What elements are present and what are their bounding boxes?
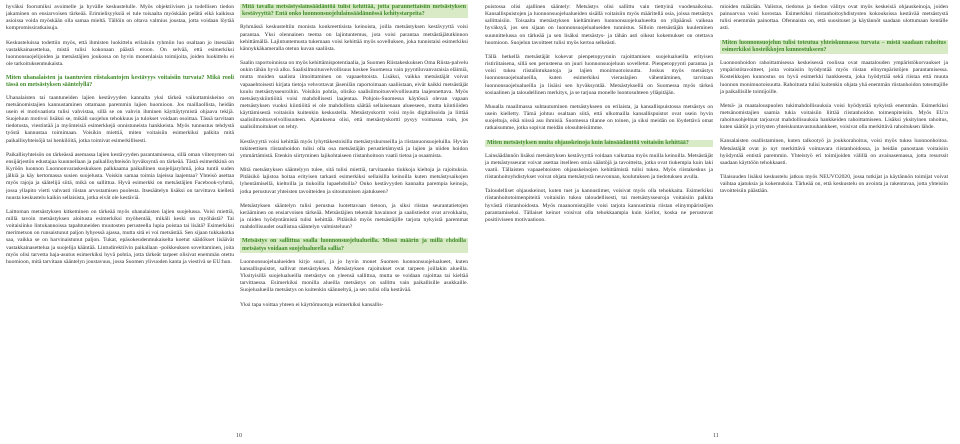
column-1 xyxy=(6,4,234,429)
paragraph: Yksi tapa voittaa yhteen ei käyttömuotoja esimerkiksi kansallis- xyxy=(240,301,384,308)
box-heading: Miten luonnonsuojelun tulisi toteutua yhteiskunnassa turvata – mistä saadaan rahoitus esimerkiksi kosteikkojen kunnostukseen? xyxy=(722,39,946,53)
highlight-box xyxy=(240,238,468,252)
paragraph: Luonnonhoidon rahoittamisessa keskeisessä roolissa ovat maatalouden ympäristökorvaukset ja ympäristötavoitteet, joita voitaisiin hyödyntää myös riistan elinympäristöjen parantamisessa. Kosteikkojen kunnostus on hyvä esimerkki hankkeesta, joka hyödyttää sekä riistaa että muuta luonnon monimuotoisuutta. Rahoitusta tulisi kuitenkin ohjata yhä enemmän riistanhoidon toteuttajille ja paikallisille toimijoille. xyxy=(720,60,948,95)
highlight-box xyxy=(485,140,713,147)
paragraph: Muualla maailmassa suhtautuminen metsästykseen on erilaista, ja kansallispuistossa metsästys on usein kielletty. Tämä johtuu osaltaan siitä, että ulkomailla kansallispuistot ovat usein hyvin suojeltuja, eikä niissä asu ihmisiä. Suomessa tilanne on toinen, ja siksi meidän on löydettävä omat ratkaisumme, jotka sopivat meidän olosuhteisiimme. xyxy=(485,103,713,132)
paragraph: Luonnonsuojelualueiden kirjo suuri, ja jo hyvin monet Suomen luonnonsuojelualueet, kuten kansallispuistot, sallivat metsästyksen. Metsästyksen rajoitukset ovat tarpeen joillakin alueilla. Yksityisillä suojelualueilla metsästys on yleensä sallittua, mutta se voidaan rajoittaa tai kieltää tarvittaessa. Esimerkiksi monilla alueilla metsästys on sallittu vain paikallisille asukkaille. Suojelualueilla metsästys on kuitenkin säänneltyä, ja sen tulisi olla kestävää. xyxy=(240,258,468,294)
paragraph: mioiden määrään. Valistus, tiedotus ja tiedon välitys ovat myös keskeisiä ohjauskeinoja, joiden painoarvoa voisi korostaa. Esimerkiksi riistanhoitoyhdistysten kokouksissa kestävää metsästystä tulisi enemmän painottaa. Ofennaista on, että suosituset ja käytännöt saadaan ulottumaan kentälle asti. xyxy=(720,4,948,32)
paragraph: Metsä- ja maatalouspuolen tukimahdollisuuksia voisi hyödyntää nykyistä enemmän. Esimerkiksi metsänomistajien saamia tukia voitaisiin liittää riistanhoidon toimenpiteisiin. Myös EU:n rahoitusohjelmat tarjoavat mahdollisuuksia hankkeiden rahoittamiseen. Lisäksi yksityinen rahoitus, kuten säätiöt ja yritysten yhteiskuntavastuuhankkeet, voisivat olla merkittävä rahoituksen lähde. xyxy=(720,102,948,131)
paragraph: Tilaisuuden lisäksi keskustelu jatkuu myös NEUVO2020, jossa tutkijat ja käytännön toimijat voivat vaihtaa ajatuksia ja kokemuksia. Tärkeää on, että keskustelu on avointa ja rakentavaa, jotta yhteisiin tavoitteisiin päästään. xyxy=(720,174,948,195)
paragraph: Lainsäädännön lisäksi metsästyksen kestävyyttä voidaan vaikuttaa myös muilla keinoilla. Metsästäjät ja metsästysseurat voivat asettaa itselleen omia sääntöjä ja tavoitteita, jotka ovat tiukempia kuin laki vaatii. Tällaisten vapaaehtoisten ohjauskeinojen kehittämistä tulisi tukea. Myös riistakeskus ja riistanhoitoyhdistykset voivat ohjata metsästystä neuvonnan, koulutuksen ja tiedotuksen avulla. xyxy=(485,152,713,181)
paragraph: hyväksi foorumiksi avoimelle ja hyvälle keskustelulle. Myös objektiivisen ja todellisen tiedon jakaminen on ensiarvoisen tärkeää. Erimielisyyksiä ei tule toisaalta myöskään pelätä eikä kaikissa asioissa voida myöskään olla samaa mieltä. Tällöin on oltava valmius joustaa, jotta voidaan löytää kompromissiratkaisuja. xyxy=(6,4,234,32)
highlight-box xyxy=(720,40,948,54)
paragraph: Laittoman metsästyksen kitkeminen on tärkeää myös uhanalaisten lajien suojelussa. Voisi miettiä, millä tavoin metsästyksen aloitusta esimerkiksi myöhentää, mikäli keski on myöhästä? Tai voitaisiinko lintukannoissa tapahtuneiden muutosten perusteella lupia poistaa tai lisätä? Esimerkiksi merimetson on runsaistunut paljon lyhyessä ajassa, mutta sitä ei voi metsästää. Sen sijaan tukkakotka saa, vaikka se on harvinaistunut paljon. Tukat, epäsokeudenmukaiselta koetut säädökset lisäävät vastakkainasettelua ja suojelija kääntää. Lintudirektiivin paikallaan -poikkeuksen soveltaminen, joita myös olisi tarvetta haja-asutus esimerkiksi hyvä pohtia, jotta tärkeät tarpeet olisivat enemmän otettu huomioon, mitä tarvitaan sääntelyn joustavuus, jossa Suomen ylivuoden kanta ja viestivä se EU:hun. xyxy=(6,208,234,265)
box-heading: Miten metsästyksen muita ohjauskeinoja kuin lainsäädäntöä voitaisiin kehittää? xyxy=(487,139,689,146)
paragraph: Kestävyyttä voisi kehittää myös lyhyttäkestoisilla metsästyskursseilla ja riistanuonsuojeluilla. Hyvän tukiteettisen riistanhoidon tulisi olla osa metsästäjän perustietämystä ja lajien ja niiden hoidon ymmärtämistä. Etenkin siirtyminen lajikohtaiseen riistanhoitoon vaatii tietoa ja osaamista. xyxy=(240,138,468,159)
paragraph: Ryhmässä keskusteltiin monista konkreettisista keinoista, joilla metsästyksen kestävyyttä voisi parantaa. Yksi olennainen teema on lajintuntemus, jota voisi parantaa metsästäjätutkinnon kehittämällä. Lajintuntemusta tukemaan voisi kehittää myös sovelluksen, joka tunnistaisi esimerkiksi kännykkäkameralla otetun kuvan saaliista. xyxy=(240,24,468,52)
column-2 xyxy=(240,4,468,429)
paragraph: puistossa olisi ajallinen sääntely: Metsästys olisi sallittu vain tiettyinä vuodenaikoina. Kansallispuistojen ja luonnonsuojelualueiden sisällä voitaisiin myös määritellä osia, joissa metsästys sallittaisiin. Toisaalta metsästyksen kieltäminen luonnonsuojelualueelta on ylipäänsä vaikeaa hyväksyä, jos sen sijaan on luonnonsuojelualueiden tunnistus. Silloin metsästäjän kuuleminen suunnittelussa on tärkeää ja sen lisäksi metsästys- ja tähän asti oikeat kokemukset on otettava huomioon. Suojelun tavoitteet tulisi myös kertoa selkeästi. xyxy=(485,4,713,46)
page-number-left: 10 xyxy=(236,433,242,439)
paragraph: Tällä hetkellä metsästäjät kokevat pienpetopyynnin rajoittamisen suojelualueilla erityisen ristiriitaisena, sillä sen perusteena on juuri luonnonsuojeluun sovelletut. Pienpetopyynti parantaa ja voisi tukea riistalintukantoja ja lajien monimuotoisuutta. Joskus myös metsästys luonnonsuojelualueilla, kuten esimerkiksi vieraslajien vähentäminen, tarvitaan luonnonsuojelualueilla ja lisäisi sen hyväksyntää. Metsästyksellä on Suomessa myös tärkeä sosiaalinen ja taloudellinen merkitys, ja se tarjoaa monelle luontosuhteen ylläpitäjän. xyxy=(485,53,713,96)
column-3 xyxy=(485,4,713,429)
paragraph: Uhanalaisten tai taantuneiden lajien kestävyyden kannalta yksi tärkeä vaikuttamiskeino on metsänomistajien kannustaminen ottamaan paremmin lajien huomioon. Jos maillaollista, heidän usein ei motivaatiota tulisi vahvistaa, sillä se on vahvin ihminen käyttäytymistä ohjaava tekijä. Suojeluun motivoi lisäksi se, mikäli suojelun tehokkuus ja tulokset voidaan osoittaa. Tässä tarvitaan tiedotusta, viestintää ja myönteisiä esimerkkejä onnistuneista hankkeista. Myös tunnustus tehdystä työstä kannustaa toimimaan. Voisikin miettiä, miten voitaisiin esimerkiksi palkita mitä paikallisyhteisöjä tai henkilöitä, jotka toimivat esimerkillisesti. xyxy=(6,94,234,144)
section-heading: Miten uhanalaisten ja taantuvien riistakantojen kestävyys voitaisiin turvata? Mikä rooli tässä on metsästyksen sääntelyllä? xyxy=(6,75,234,89)
box-heading: Mitä tavalla metsästyslainsäädäntöä tulisi kehittää, jotta parannettaisiin metsästyksen kestävyyttä? Entä onko luonnonsuojelulainsäädännössä kehitystarpeita? xyxy=(242,4,466,18)
paragraph: Taloudelliset ohjauskeinot, kuten tuet ja kannustimet, voisivat myös olla tehokkaita. Esimerkiksi riistanhoitotoimenpiteitä voitaisiin tukea taloudellisesti, tai metsästysseuroja voitaisiin palkita hyvästä riistanhoidosta. Myös maanomistajille voisi tarjota kannustimia riistan elinympäristöjen parantamiseksi. Tällaiset keinot voisivat olla tehokkaampia kuin kiellot, koska ne perustuvat positiiviseen motivaatioon. xyxy=(485,188,713,223)
paragraph: Kansalaisten osallistaminen, kuten talkootyö ja joukkorahoitus, voisi myös tukea luonnonhoitoa. Metsästäjät ovat jo nyt merkittävä voimavara riistanhoidossa, ja heidän panostaan voitaisiin hyödyntää entistä paremmin. Yhteistyö eri toimijoiden välillä on avainasemassa, jotta resurssit saadaan käyttöön tehokkaasti. xyxy=(720,138,948,166)
page-number-right: 11 xyxy=(713,433,719,439)
paragraph: Saalin raportoinnissa on myös kehittämispotentiaalia, ja Suomen Riistakeskuksen Oma Riista-palvelu onkin tähän hyvä alku. Saalisilmoitusvelvollisuus koskee Suomessa vain pyyntiluvanvaraisia eläimiä, mutta muiden saalista ilmoittaminen on vapaaehtoista. Lisäksi, vaikka metsästäjät voivat vapaaehtoisesti kirjata tietoja vehvottavat jäsenilän raportoimaan saaliistaan, eivät kaikki metsästäjät kuulu metsästysseuroihin. Voisikin pohtia, olisiko saalisilmoitusvelvollisuutta laajennettava. Myös metsästyskiintiöitä voisi mahdollisesti laajentaa. Pohjois-Suomessa käytössä olevan vapaan metsästyksen vuoksi kiintiöitä ei ole mahdollista säätää sellaisenaan alueeseen, mutta kiintiöiden käyttämisestä voitaisiin kuitenkin keskustella. Metsästyskortit voisi myös digitalisoida ja liittää saalisilmoitusvelvollisuuteen. Ajatuksena olisi, että metsästyskortti pysyy voimassa vain, jos saalisilmoitukset on tehty. xyxy=(240,60,468,131)
paragraph: Keskusteluissa todettiin myös, että ihmisten luokittelu erilaisiin ryhmiin luo osaltaan jo itsessään vastakkainasettelua, mistä tulisi kokonaan päästä eroon. On selvää, että esimerkiksi luonnonsuojelijoiden ja metsästäjien joukossa on hyvin monenlaisia toimijoita, joiden luokittelu ei ole tarkoituksenmukaista. xyxy=(6,39,234,68)
paragraph: Paikallisyhteisön on tärkeässä asemassa lajien kestävyyden parantamisessa, sillä oman viitenymen tai ensijärjestön edustajaa kuunnellaan ja paikallisyhteisön hyväksyntä on tärkeää. Tästä esimerkkinä on Kyröön luonnon Luonnonvaraskeskuksen palkkaama paikallinen suojelijaryhmä, joka tuntii suden jälkiä ja käy kertomassa susien suojelusta. Voiskin samaa toimia lajeissa laajentaa? Yhteisö asettaa myös rajoja ja säätelijä siitä, mikä on sallittua. Hyvä esimerkki on metsästäjien Facebook-ryhmä, jossa yllapito vietti vahvasti riistan arvostamisen puolesta. Itsesäätelyn lisäksi on tarvittava kielletä nuusta keskustelu kaikin sellaisista, jotka eivät ole kestäviä. xyxy=(6,151,234,201)
paragraph: Mitä metsästyksen sääntelyyn tulee, sitä tulisi miettiä, tarvitaanko tiukkoja kieltoja ja rajoituksia. Pitäisikö lajistoa hoitaa erityisen tarkasti esimerkiksi sellaisilla keinoilla kuten metsästysaikojen lyhentämisellä, kieltoilla ja tiukoilla lupaehdoilla? Onko kestävyyden kannalta parempia keinoja, jotka perustuvat yhteisten tavoitteiden ja sitoutumisen ajatukseen? xyxy=(240,167,468,195)
paragraph: Metsästyksen sääntelyn tulisi perustua luotettavaan tietoon, ja siksi riistan seurantatietojen kerääminen on ensiarvoisen tärkeää. Metsästäjien tekemät havainnot ja saalistiedot ovat arvokkaita, ja niiden hyödyntämistä tulisi kehittää. Pitäisikö myös metsästäjille tarjota nykyistä paremmat mahdollisuudet osallistua sääntelyn valmisteluun? xyxy=(240,202,468,231)
highlight-box xyxy=(240,4,468,18)
column-4 xyxy=(720,4,948,429)
box-heading: Metsästys on sallittua soalla luonnonsuojelualueilla. Missä määrin ja millä ehdoilla metsästys voidaan suojelualueella sallia? xyxy=(242,238,466,252)
